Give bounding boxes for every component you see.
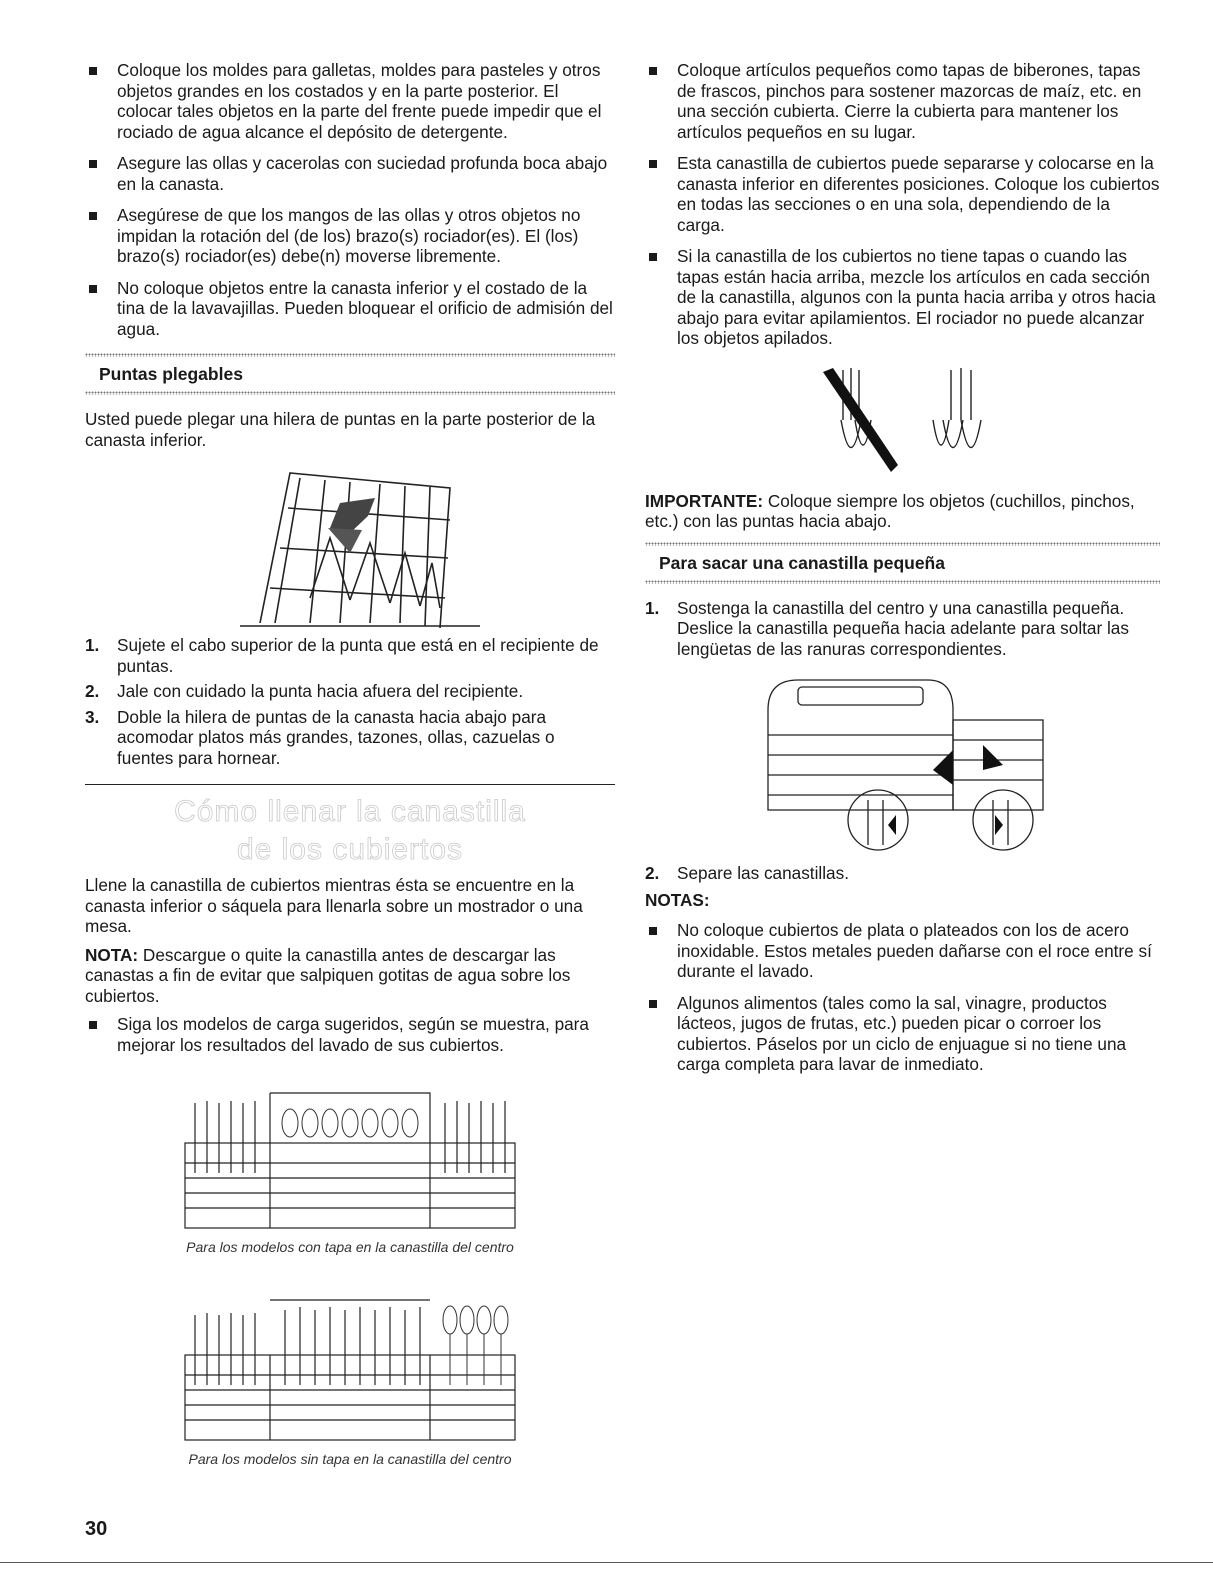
right-column [645, 60, 1160, 1086]
section-header-sacar [645, 542, 1160, 584]
step-item: 1. Sostenga la canastilla del centro y una canastilla pequeña. Deslice la canastilla pequeña hacia adelante para soltar las lengüetas de las ranuras correspondientes. [645, 597, 1129, 659]
bottom-rule [0, 1562, 1213, 1563]
cutlery-basket-uncovered-illustration [175, 1285, 525, 1445]
list-item: Algunos alimentos (tales como la sal, vinagre, productos lácteos, jugos de frutas, etc.) pueden picar o corroer los cubiertos. Páselos por un ciclo de enjuague si no tiene una carga completa para lavar de inmediato. [645, 993, 1160, 1075]
bullet-square-icon [649, 253, 657, 261]
dotted-divider [645, 580, 1160, 584]
dotted-divider [85, 391, 615, 395]
bullet-square-icon [89, 160, 97, 168]
rack-tines-illustration [200, 458, 500, 633]
section-intro: Usted puede plegar una hilera de puntas en la parte posterior de la canasta inferior. [85, 409, 596, 450]
bullet-square-icon [649, 160, 657, 168]
page-number: 30 [85, 1518, 108, 1540]
figure-caption: Para los modelos con tapa en la canastilla del centro [186, 1239, 514, 1255]
bullet-square-icon [89, 1021, 97, 1029]
bullet-square-icon [89, 67, 97, 75]
list-item: Siga los modelos de carga sugeridos, según se muestra, para mejorar los resultados del lavado de sus cubiertos. [85, 1014, 615, 1055]
step-item: 2. Jale con cuidado la punta hacia afuera del recipiente. [85, 681, 524, 701]
list-item: Asegúrese de que los mangos de las ollas y otros objetos no impidan la rotación del (de los) brazo(s) rociador(es). El (los) brazo(s) rociador(es) debe(n) moverse libremente. [85, 205, 615, 267]
basket-separation-illustration [758, 675, 1048, 855]
list-item: No coloque objetos entre la canasta inferior y el costado de la tina de la lavavajillas. Pueden bloquear el orificio de admisión del agua. [85, 278, 615, 340]
bullet-square-icon [649, 927, 657, 935]
bullet-square-icon [649, 67, 657, 75]
list-item: Coloque los moldes para galletas, moldes para pasteles y otros objetos grandes en los costados y en la parte posterior. El colocar tales objetos en la parte del frente puede impedir que el rociado de agua alcance el depósito de detergente. [85, 60, 615, 142]
list-item: Esta canastilla de cubiertos puede separarse y colocarse en la canasta inferior en diferentes posiciones. Coloque los cubiertos en todas las secciones o en una sola, dependiendo de la carga. [645, 153, 1160, 235]
list-item: No coloque cubiertos de plata o plateados con los de acero inoxidable. Estos metales pueden dañarse con el roce entre sí durante el lavado. [645, 920, 1160, 982]
section-title: Puntas plegables [99, 364, 243, 384]
page-heading: Cómo llenar la canastilla de los cubiertos [174, 795, 526, 866]
fill-paragraph: Llene la canastilla de cubiertos mientras ésta se encuentre en la canasta inferior o sáquela para llenarla sobre un mostrador o una mesa. [85, 875, 583, 936]
bullet-square-icon [649, 1000, 657, 1008]
section-header-puntas [85, 353, 615, 395]
utensils-points-down-illustration [803, 360, 1003, 485]
horizontal-rule [85, 784, 615, 785]
list-item: Si la canastilla de los cubiertos no tiene tapas o cuando las tapas están hacia arriba, mezcle los artículos en cada sección de la canastilla, algunos con la punta hacia arriba y otros hacia abajo para evitar apilamientos. El rociador no puede alcanzar los objetos apilados. [645, 246, 1160, 349]
step-item: 1. Sujete el cabo superior de la punta que está en el recipiente de puntas. [85, 635, 599, 676]
list-item: Asegure las ollas y cacerolas con suciedad profunda boca abajo en la canasta. [85, 153, 615, 194]
cutlery-basket-covered-illustration [175, 1073, 525, 1233]
list-item: Coloque artículos pequeños como tapas de biberones, tapas de frascos, pinchos para sostener mazorcas de maíz, etc. en una sección cubierta. Cierre la cubierta para mantener los artículos pequeños en su lugar. [645, 60, 1160, 142]
left-column [85, 60, 615, 1467]
step-item: 3. Doble la hilera de puntas de la canasta hacia abajo para acomodar platos más grandes, tazones, ollas, cazuelas o fuentes para hornear. [85, 706, 555, 768]
bullet-square-icon [89, 285, 97, 293]
figure-caption: Para los modelos sin tapa en la canastilla del centro [188, 1451, 512, 1467]
notes-label: NOTAS: [645, 889, 710, 910]
bullet-square-icon [89, 212, 97, 220]
note-paragraph: NOTA: Descargue o quite la canastilla antes de descargar las canastas a fin de evitar que salpiquen gotitas de agua sobre los cubiertos. [85, 944, 571, 1006]
section-title: Para sacar una canastilla pequeña [659, 552, 945, 573]
step-item: 2. Separe las canastillas. [645, 863, 849, 883]
important-paragraph: IMPORTANTE: Coloque siempre los objetos (cuchillos, pinchos, etc.) con las puntas hacia abajo. [645, 490, 1135, 531]
